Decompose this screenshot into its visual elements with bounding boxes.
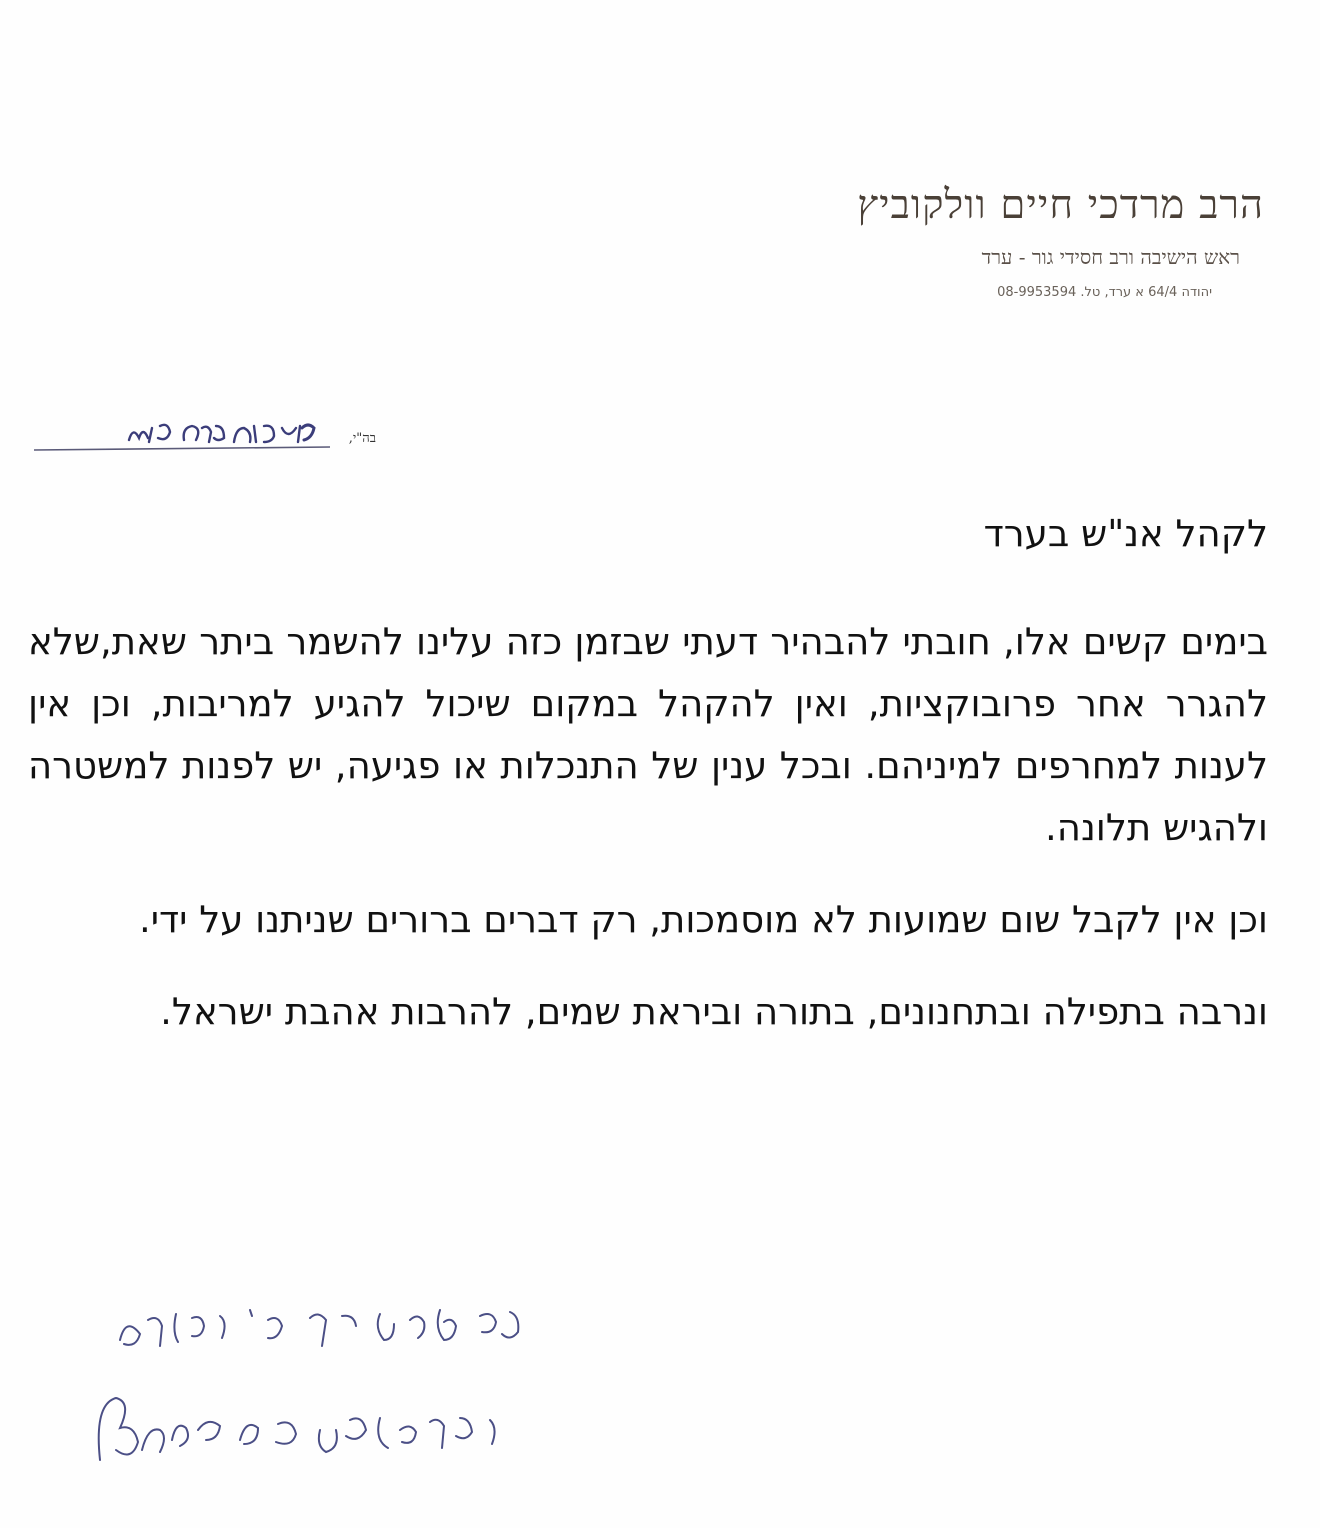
paragraph-2: וכן אין לקבל שום שמועות לא מוסמכות, רק דברים ברורים שניתנו על ידי. (138, 898, 1268, 941)
letterhead (744, 176, 1264, 304)
paragraph-1: בימים קשים אלו, חובתי להבהיר דעתי שבזמן כזה עלינו להשמר ביתר שאת,שלא להגרר אחר פרובוקציות, ואין להקהל במקום שיכול להגיע למריבות, וכן אין לענות למחרפים למיניהם. ובכל ענין של התנכלות או פגיעה, יש לפנות למשטרה ולהגיש תלונה. (28, 620, 1268, 849)
letterhead-name: הרב מרדכי חיים וולקוביץ (857, 182, 1264, 228)
salutation: לקהל אנ"ש בערד (983, 512, 1268, 555)
date-line (34, 400, 394, 460)
handwritten-signature (80, 1290, 560, 1480)
letterhead-address: יהודה 64/4 א ערד, טל. 08-9953594 (997, 285, 1212, 300)
paragraph-3: ונרבה בתפילה ובתחנונים, בתורה וביראת שמים, להרבות אהבת ישראל. (160, 990, 1268, 1033)
date-prefix: בה"י, (348, 431, 376, 446)
letter-body (28, 505, 1268, 1073)
handwritten-date (34, 400, 334, 460)
letterhead-title: ראש הישיבה ורב חסידי גור - ערד (981, 245, 1240, 269)
